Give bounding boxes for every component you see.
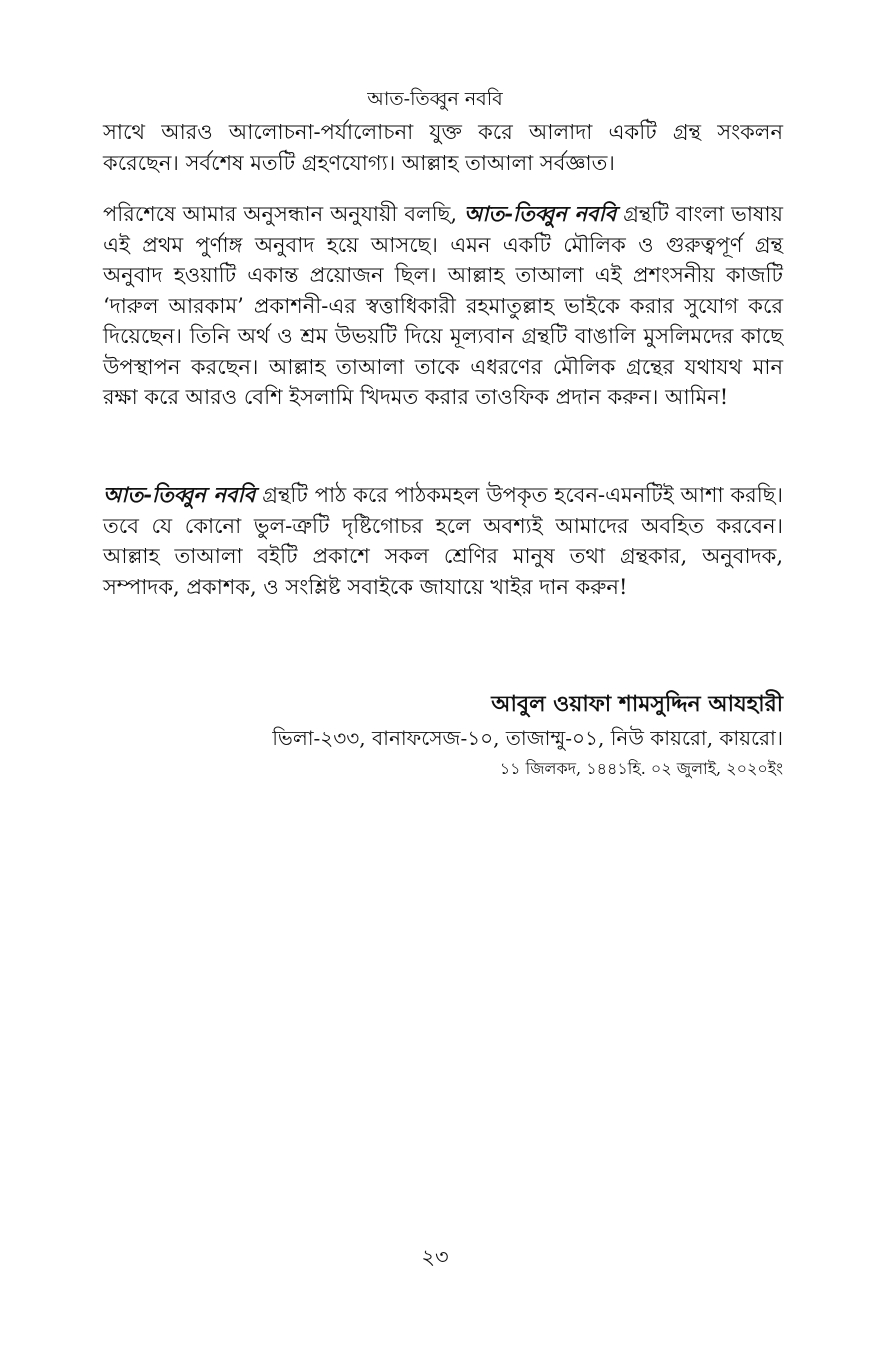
running-head-title: আত-তিব্বুন নববি [367, 88, 503, 110]
paragraph-conclusion [103, 199, 783, 413]
author-address: ভিলা-২৩৩, বানাফসেজ-১০, তাজাম্মু-০১, নিউ কায়রো, কায়রো। [272, 726, 783, 750]
book-title-emphasis: আত-তিব্বুন নববি [103, 482, 256, 507]
page-number: ২৩ [421, 1245, 449, 1269]
author-name: আবুল ওয়াফা শামসুদ্দিন আযহারী [491, 691, 783, 717]
book-title-emphasis: আত-তিব্বুন নববি [463, 201, 617, 226]
paragraph-text [103, 480, 783, 602]
paragraph-body: গ্রন্থটি পাঠ করে পাঠকমহল উপকৃত হবেন-এমনটিই আশা করছি। তবে যে কোনো ভুল-ত্রুটি দৃষ্টিগোচর হলে অবশ্যই আমাদের অবহিত করবেন। আল্লাহ তাআলা বইটি প্রকাশে সকল শ্রেণির মানুষ তথা গ্রন্থকার, অনুবাদক, সম্পাদক, প্রকাশক, ও সংশ্লিষ্ট সবাইকে জাযায়ে খাইর দান করুন! [103, 483, 783, 599]
paragraph-text: সাথে আরও আলোচনা-পর্যালোচনা যুক্ত করে আলাদা একটি গ্রন্থ সংকলন করেছেন। সর্বশেষ মতটি গ্রহণযোগ্য। আল্লাহ তাআলা সর্বজ্ঞাত। [103, 120, 783, 175]
paragraph-closing [103, 480, 783, 602]
paragraph-text [103, 199, 783, 413]
paragraph-lead: পরিশেষে আমার অনুসন্ধান অনুযায়ী বলছি, [103, 202, 458, 226]
signature-date: ১১ জিলকদ, ১৪৪১হি. ০২ জুলাই, ২০২০ইং [499, 759, 783, 778]
paragraph-body: গ্রন্থটি বাংলা ভাষায় এই প্রথম পুর্ণাঙ্গ অনুবাদ হয়ে আসছে। এমন একটি মৌলিক ও গুরুত্বপূর্ণ গ্রন্থ অনুবাদ হওয়াটি একান্ত প্রয়োজন ছিল। আল্লাহ তাআলা এই প্রশংসনীয় কাজটি ‘দারুল আরকাম’ প্রকাশনী-এর স্বত্তাধিকারী রহমাতুল্লাহ ভাইকে করার সুযোগ করে দিয়েছেন। তিনি অর্থ ও শ্রম উভয়টি দিয়ে মূল্যবান গ্রন্থটি বাঙালি মুসলিমদের কাছে উপস্থাপন করছেন। আল্লাহ তাআলা তাকে এধরণের মৌলিক গ্রন্থের যথাযথ মান রক্ষা করে আরও বেশি ইসলামি খিদমত করার তাওফিক প্রদান করুন। আমিন! [103, 202, 783, 409]
paragraph-continued [103, 117, 783, 178]
